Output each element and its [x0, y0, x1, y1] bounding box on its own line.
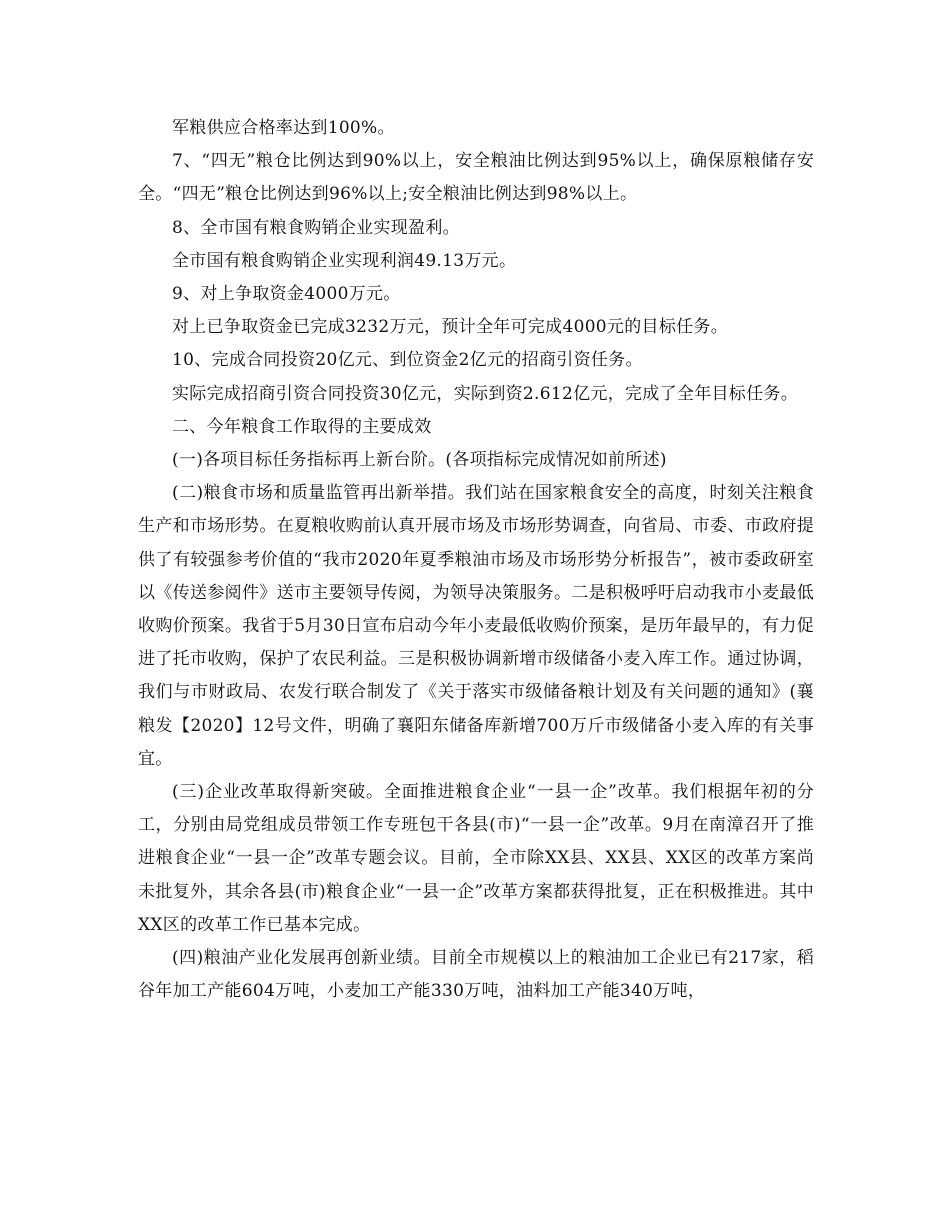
- paragraph: (二)粮食市场和质量监管再出新举措。我们站在国家粮食安全的高度，时刻关注粮食生产和市场形势。在夏粮收购前认真开展市场及市场形势调查，向省局、市委、市政府提供了有较强参考价值的“我市2020年夏季粮油市场及市场形势分析报告”，被市委政研室以《传送参阅件》送市主要领导传阅，为领导决策服务。二是积极呼吁启动我市小麦最低收购价预案。我省于5月30日宣布启动今年小麦最低收购价预案，是历年最早的，有力促进了托市收购，保护了农民利益。三是积极协调新增市级储备小麦入库工作。通过协调，我们与市财政局、农发行联合制发了《关于落实市级储备粮计划及有关问题的通知》(襄粮发【2020】12号文件，明确了襄阳东储备库新增700万斤市级储备小麦入库的有关事宜。: [138, 483, 814, 769]
- paragraph: (一)各项目标任务指标再上新台阶。(各项指标完成情况如前所述): [172, 450, 667, 471]
- document-body: [138, 112, 814, 1008]
- paragraph: 10、完成合同投资20亿元、到位资金2亿元的招商引资任务。: [172, 350, 643, 371]
- paragraph: (四)粮油产业化发展再创新业绩。目前全市规模以上的粮油加工企业已有217家，稻谷年加工产能604万吨，小麦加工产能330万吨，油料加工产能340万吨，: [138, 948, 814, 1002]
- paragraph: 军粮供应合格率达到100%。: [172, 118, 395, 138]
- paragraph: 9、对上争取资金4000万元。: [172, 284, 401, 305]
- section-heading: 二、今年粮食工作取得的主要成效: [172, 416, 432, 437]
- paragraph: 对上已争取资金已完成3232万元，预计全年可完成4000元的目标任务。: [172, 317, 729, 338]
- paragraph: 8、全市国有粮食购销企业实现盈利。: [172, 217, 460, 238]
- paragraph: 实际完成招商引资合同投资30亿元，实际到资2.612亿元，完成了全年目标任务。: [172, 383, 798, 404]
- paragraph: 7、“四无”粮仓比例达到90%以上，安全粮油比例达到95%以上，确保原粮储存安全。“四无”粮仓比例达到96%以上;安全粮油比例达到98%以上。: [138, 151, 814, 205]
- paragraph: 全市国有粮食购销企业实现利润49.13万元。: [172, 250, 517, 271]
- paragraph: (三)企业改革取得新突破。全面推进粮食企业“一县一企”改革。我们根据年初的分工，分别由局党组成员带领工作专班包干各县(市)“一县一企”改革。9月在南漳召开了推进粮食企业“一县一企”改革专题会议。目前，全市除XX县、XX县、XX区的改革方案尚未批复外，其余各县(市)粮食企业“一县一企”改革方案都获得批复，正在积极推进。其中XX区的改革工作已基本完成。: [138, 782, 814, 935]
